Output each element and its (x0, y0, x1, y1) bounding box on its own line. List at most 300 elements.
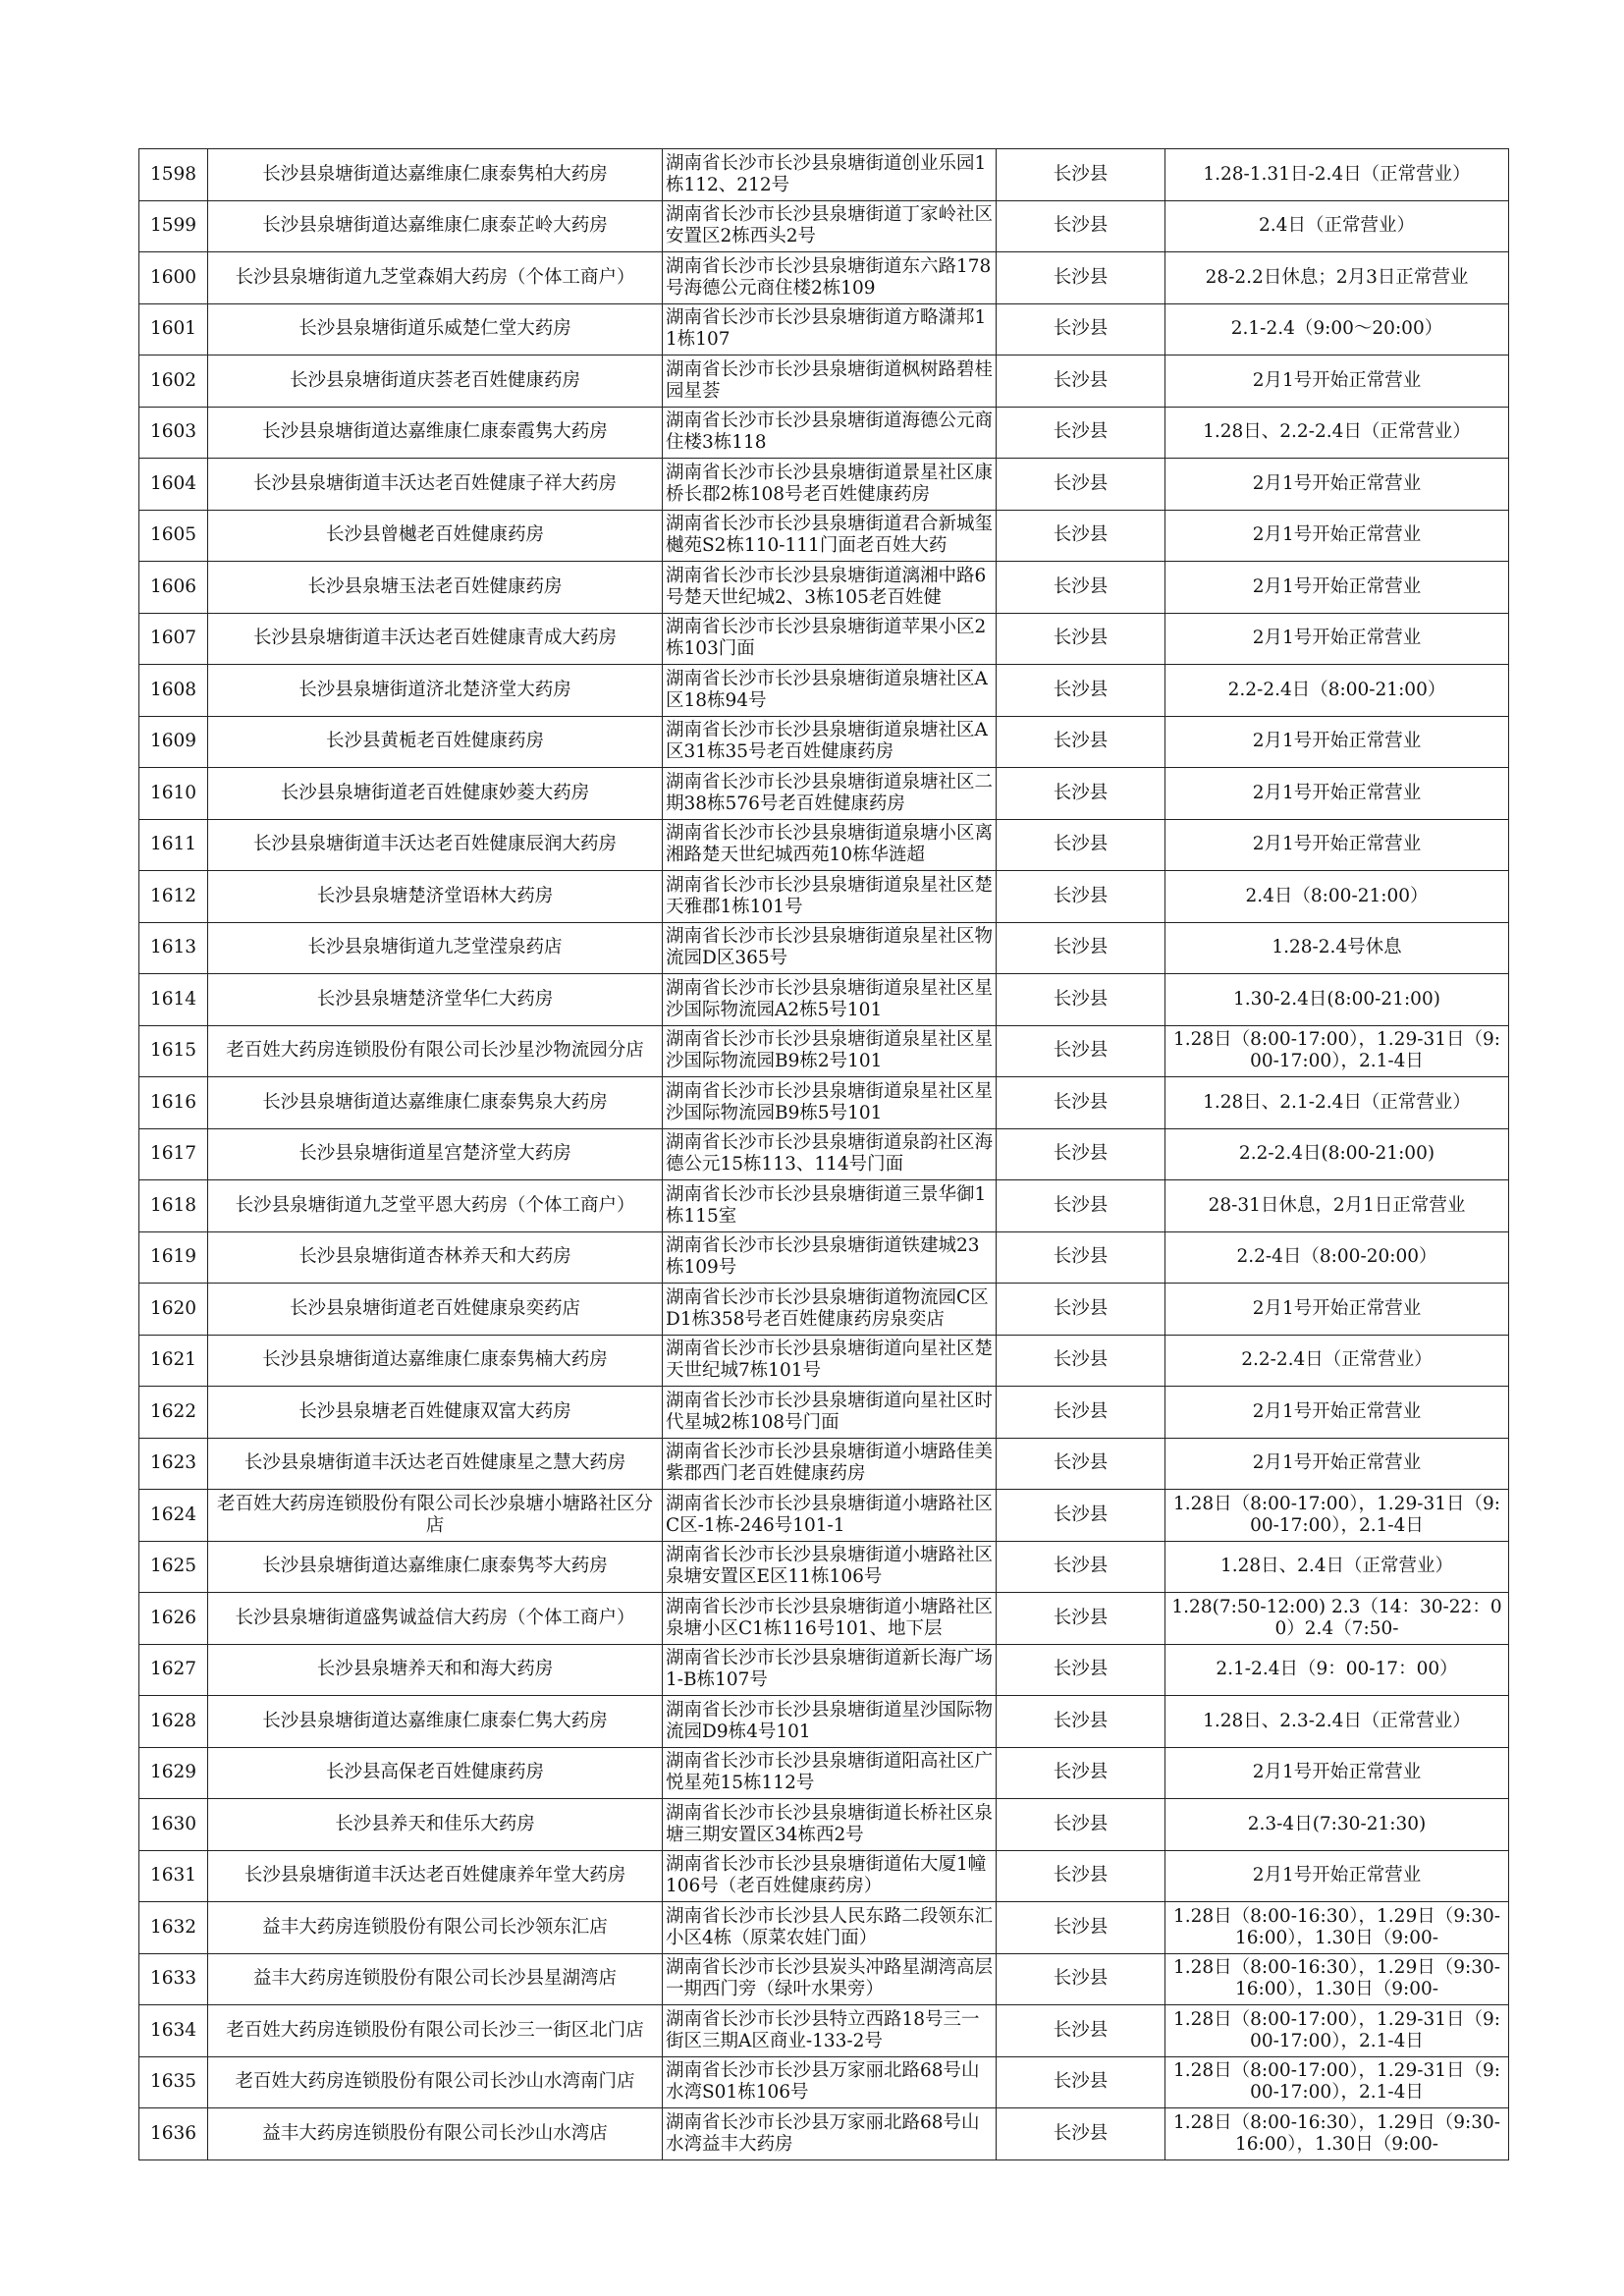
address-cell-text: 湖南省长沙市长沙县泉塘街道向星社区楚天世纪城7栋101号 (666, 1339, 993, 1382)
table-row (139, 1644, 1509, 1696)
pharmacy-name-cell-text: 长沙县黄栀老百姓健康药房 (325, 731, 544, 752)
county-cell (997, 768, 1165, 820)
county-cell (997, 1387, 1165, 1439)
business-hours-cell (1165, 1644, 1509, 1696)
county-cell-text: 长沙县 (1053, 1349, 1109, 1371)
address-cell-text: 湖南省长沙市长沙县泉塘街道三景华御1栋115室 (666, 1183, 987, 1227)
pharmacy-name-cell (208, 974, 663, 1026)
row-number-cell (139, 510, 208, 562)
row-number-cell (139, 1231, 208, 1284)
county-cell (997, 252, 1165, 304)
county-cell-text: 长沙县 (1053, 782, 1109, 803)
county-cell (997, 200, 1165, 252)
business-hours-cell (1165, 768, 1509, 820)
address-cell-text: 湖南省长沙市长沙县万家丽北路68号山水湾益丰大药房 (666, 2111, 980, 2155)
address-cell-text: 湖南省长沙市长沙县人民东路二段领东汇小区4栋（原菜农娃门面） (666, 1905, 993, 1948)
county-cell-text: 长沙县 (1053, 1400, 1109, 1422)
county-cell (997, 1438, 1165, 1490)
business-hours-cell-text: 2月1号开始正常营业 (1252, 472, 1422, 494)
row-number-cell-text: 1611 (149, 834, 197, 855)
address-cell (663, 665, 997, 717)
table-row (139, 355, 1509, 408)
row-number-cell-text: 1622 (149, 1400, 197, 1422)
business-hours-cell-text: 2.1-2.4日（9：00-17：00） (1216, 1659, 1458, 1680)
table-row (139, 871, 1509, 923)
business-hours-cell-text: 1.28日（8:00-16:30），1.29日（9:30-16:00），1.30日（9:00- (1172, 1905, 1501, 1948)
county-cell (997, 1128, 1165, 1180)
business-hours-cell-text: 1.28日、2.4日（正常营业） (1219, 1556, 1454, 1577)
row-number-cell (139, 200, 208, 252)
address-cell (663, 2005, 997, 2057)
county-cell (997, 1953, 1165, 2005)
row-number-cell-text: 1630 (149, 1813, 197, 1834)
county-cell-text: 长沙县 (1053, 1040, 1109, 1062)
pharmacy-name-cell-text: 长沙县泉塘街道九芝堂滢泉药店 (307, 937, 563, 958)
county-cell-text: 长沙县 (1053, 628, 1109, 649)
row-number-cell-text: 1608 (149, 679, 197, 700)
address-cell (663, 1902, 997, 1954)
county-cell (997, 355, 1165, 408)
county-cell (997, 716, 1165, 768)
pharmacy-name-cell-text: 长沙县泉塘街道九芝堂平恩大药房（个体工商户） (235, 1194, 635, 1216)
address-cell (663, 303, 997, 355)
address-cell (663, 1180, 997, 1232)
county-cell (997, 1644, 1165, 1696)
address-cell-text: 湖南省长沙市长沙县泉塘街道泉塘社区A区31栋35号老百姓健康药房 (666, 720, 988, 763)
address-cell-text: 湖南省长沙市长沙县泉塘街道海德公元商住楼3栋118 (666, 410, 993, 454)
address-cell (663, 2056, 997, 2108)
pharmacy-name-cell-text: 长沙县泉塘街道丰沃达老百姓健康星之慧大药房 (244, 1452, 626, 1474)
table-row (139, 1077, 1509, 1129)
pharmacy-name-cell-text: 老百姓大药房连锁股份有限公司长沙泉塘小塘路社区分店 (216, 1493, 653, 1536)
pharmacy-name-cell-text: 长沙县泉塘街道老百姓健康妙菱大药房 (280, 782, 590, 803)
county-cell (997, 149, 1165, 201)
row-number-cell (139, 1644, 208, 1696)
pharmacy-name-cell (208, 1284, 663, 1336)
business-hours-cell-text: 2月1号开始正常营业 (1252, 628, 1422, 649)
business-hours-cell-text: 2月1号开始正常营业 (1252, 782, 1422, 803)
row-number-cell-text: 1616 (149, 1091, 197, 1113)
business-hours-cell (1165, 1593, 1509, 1645)
business-hours-cell-text: 1.30-2.4日(8:00-21:00) (1233, 988, 1440, 1010)
address-cell-text: 湖南省长沙市长沙县泉塘街道泉星社区星沙国际物流园A2栋5号101 (666, 977, 993, 1020)
table-row (139, 1387, 1509, 1439)
business-hours-cell (1165, 2108, 1509, 2160)
row-number-cell (139, 149, 208, 201)
business-hours-cell (1165, 613, 1509, 665)
pharmacy-name-cell-text: 长沙县泉塘街道丰沃达老百姓健康辰润大药房 (252, 834, 617, 855)
address-cell (663, 1025, 997, 1077)
pharmacy-name-cell-text: 长沙县泉塘街道杏林养天和大药房 (298, 1246, 571, 1268)
address-cell (663, 1077, 997, 1129)
address-cell-text: 湖南省长沙市长沙县泉塘街道小塘路社区泉塘小区C1栋116号101、地下层 (666, 1596, 993, 1639)
row-number-cell (139, 1180, 208, 1232)
row-number-cell-text: 1636 (149, 2122, 197, 2144)
business-hours-cell (1165, 2005, 1509, 2057)
business-hours-cell (1165, 252, 1509, 304)
business-hours-cell-text: 2.2-2.4日（8:00-21:00） (1227, 679, 1446, 700)
pharmacy-name-cell (208, 1077, 663, 1129)
table-row (139, 2005, 1509, 2057)
address-cell-text: 湖南省长沙市长沙县泉塘街道泉星社区物流园D区365号 (666, 926, 993, 969)
pharmacy-name-cell-text: 长沙县泉塘街道达嘉维康仁康泰隽柏大药房 (262, 163, 608, 185)
county-cell-text: 长沙县 (1053, 472, 1109, 494)
pharmacy-name-cell (208, 1696, 663, 1748)
business-hours-cell (1165, 1438, 1509, 1490)
row-number-cell (139, 407, 208, 459)
pharmacy-name-cell-text: 长沙县泉塘街道盛隽诚益信大药房（个体工商户） (235, 1607, 635, 1628)
county-cell-text: 长沙县 (1053, 937, 1109, 958)
business-hours-cell-text: 1.28日（8:00-16:30），1.29日（9:30-16:00），1.30日（9:00- (1172, 2111, 1501, 2155)
row-number-cell (139, 1490, 208, 1542)
address-cell-text: 湖南省长沙市长沙县泉塘街道长桥社区泉塘三期安置区34栋西2号 (666, 1802, 993, 1845)
business-hours-cell-text: 1.28日（8:00-17:00），1.29-31日（9:00-17:00），2.1-4日 (1172, 2008, 1501, 2051)
county-cell-text: 长沙县 (1053, 524, 1109, 546)
pharmacy-name-cell-text: 长沙县泉塘街道济北楚济堂大药房 (298, 679, 571, 700)
business-hours-cell (1165, 1953, 1509, 2005)
pharmacy-name-cell (208, 303, 663, 355)
row-number-cell (139, 1696, 208, 1748)
pharmacy-name-cell (208, 613, 663, 665)
address-cell (663, 200, 997, 252)
row-number-cell-text: 1625 (149, 1556, 197, 1577)
pharmacy-name-cell (208, 2005, 663, 2057)
row-number-cell (139, 871, 208, 923)
pharmacy-name-cell (208, 1335, 663, 1387)
county-cell (997, 2005, 1165, 2057)
county-cell-text: 长沙县 (1053, 1607, 1109, 1628)
county-cell (997, 1077, 1165, 1129)
pharmacy-name-cell-text: 长沙县泉塘街道丰沃达老百姓健康青成大药房 (252, 628, 617, 649)
address-cell (663, 1747, 997, 1799)
county-cell-text: 长沙县 (1053, 885, 1109, 906)
address-cell (663, 1644, 997, 1696)
pharmacy-name-cell (208, 1387, 663, 1439)
address-cell (663, 1387, 997, 1439)
row-number-cell-text: 1609 (149, 731, 197, 752)
table-row (139, 200, 1509, 252)
pharmacy-name-cell-text: 益丰大药房连锁股份有限公司长沙县星湖湾店 (252, 1968, 617, 1990)
row-number-cell-text: 1615 (149, 1040, 197, 1062)
address-cell (663, 407, 997, 459)
business-hours-cell-text: 2月1号开始正常营业 (1252, 1762, 1422, 1783)
county-cell (997, 1180, 1165, 1232)
row-number-cell (139, 1284, 208, 1336)
row-number-cell (139, 974, 208, 1026)
address-cell-text: 湖南省长沙市长沙县泉塘街道铁建城23栋109号 (666, 1235, 980, 1279)
row-number-cell-text: 1604 (149, 472, 197, 494)
county-cell-text: 长沙县 (1053, 1659, 1109, 1680)
business-hours-cell (1165, 665, 1509, 717)
row-number-cell (139, 355, 208, 408)
table-row (139, 2056, 1509, 2108)
business-hours-cell-text: 1.28日（8:00-17:00），1.29-31日（9:00-17:00），2.1-4日 (1172, 1493, 1501, 1536)
county-cell-text: 长沙县 (1053, 318, 1109, 340)
row-number-cell-text: 1624 (149, 1503, 197, 1525)
pharmacy-name-cell-text: 长沙县泉塘街道丰沃达老百姓健康子祥大药房 (252, 472, 617, 494)
table-row (139, 303, 1509, 355)
county-cell-text: 长沙县 (1053, 2122, 1109, 2144)
pharmacy-name-cell-text: 长沙县泉塘街道达嘉维康仁康泰仁隽大药房 (262, 1710, 608, 1731)
county-cell-text: 长沙县 (1053, 1143, 1109, 1165)
row-number-cell (139, 819, 208, 871)
row-number-cell (139, 1902, 208, 1954)
county-cell-text: 长沙县 (1053, 1968, 1109, 1990)
county-cell-text: 长沙县 (1053, 421, 1109, 443)
table-row (139, 1284, 1509, 1336)
address-cell-text: 湖南省长沙市长沙县泉塘街道新长海广场1-B栋107号 (666, 1648, 993, 1691)
pharmacy-name-cell (208, 1025, 663, 1077)
county-cell-text: 长沙县 (1053, 1297, 1109, 1319)
pharmacy-name-cell-text: 老百姓大药房连锁股份有限公司长沙山水湾南门店 (235, 2071, 635, 2093)
address-cell-text: 湖南省长沙市长沙县泉塘街道佑大厦1幢106号（老百姓健康药房） (666, 1854, 987, 1897)
row-number-cell-text: 1610 (149, 782, 197, 803)
pharmacy-name-cell-text: 长沙县泉塘街道达嘉维康仁康泰芷岭大药房 (262, 215, 608, 237)
table-row (139, 149, 1509, 201)
address-cell (663, 510, 997, 562)
row-number-cell (139, 716, 208, 768)
row-number-cell (139, 252, 208, 304)
county-cell-text: 长沙县 (1053, 369, 1109, 391)
pharmacy-name-cell (208, 510, 663, 562)
table-row (139, 1953, 1509, 2005)
address-cell-text: 湖南省长沙市长沙县泉塘街道方略潇邦11栋107 (666, 307, 987, 351)
pharmacy-name-cell-text: 长沙县泉塘街道丰沃达老百姓健康养年堂大药房 (244, 1865, 626, 1886)
county-cell (997, 1284, 1165, 1336)
business-hours-cell (1165, 149, 1509, 201)
county-cell-text: 长沙县 (1053, 1194, 1109, 1216)
address-cell-text: 湖南省长沙市长沙县泉塘街道泉星社区星沙国际物流园B9栋5号101 (666, 1080, 993, 1123)
county-cell (997, 1799, 1165, 1851)
address-cell-text: 湖南省长沙市长沙县泉塘街道苹果小区2栋103门面 (666, 617, 987, 660)
county-cell (997, 613, 1165, 665)
row-number-cell (139, 1593, 208, 1645)
row-number-cell (139, 1335, 208, 1387)
address-cell (663, 871, 997, 923)
business-hours-cell (1165, 1490, 1509, 1542)
row-number-cell (139, 459, 208, 511)
row-number-cell-text: 1629 (149, 1762, 197, 1783)
pharmacy-name-cell-text: 长沙县泉塘街道达嘉维康仁康泰隽楠大药房 (262, 1349, 608, 1371)
pharmacy-name-cell-text: 长沙县曾樾老百姓健康药房 (325, 524, 544, 546)
business-hours-cell (1165, 1799, 1509, 1851)
business-hours-cell-text: 1.28日、2.2-2.4日（正常营业） (1203, 421, 1471, 443)
business-hours-cell (1165, 1128, 1509, 1180)
county-cell-text: 长沙县 (1053, 1452, 1109, 1474)
row-number-cell (139, 1799, 208, 1851)
county-cell-text: 长沙县 (1053, 834, 1109, 855)
business-hours-cell-text: 2月1号开始正常营业 (1252, 1452, 1422, 1474)
pharmacy-name-cell (208, 459, 663, 511)
business-hours-cell (1165, 1180, 1509, 1232)
county-cell (997, 510, 1165, 562)
table-row (139, 510, 1509, 562)
row-number-cell (139, 562, 208, 614)
county-cell-text: 长沙县 (1053, 1710, 1109, 1731)
business-hours-cell (1165, 562, 1509, 614)
row-number-cell-text: 1599 (149, 215, 197, 237)
business-hours-cell (1165, 1335, 1509, 1387)
row-number-cell-text: 1613 (149, 937, 197, 958)
county-cell-text: 长沙县 (1053, 2019, 1109, 2041)
business-hours-cell (1165, 922, 1509, 974)
business-hours-cell-text: 1.28-2.4号休息 (1272, 937, 1402, 958)
pharmacy-name-cell (208, 1644, 663, 1696)
address-cell-text: 湖南省长沙市长沙县泉塘街道漓湘中路6号楚天世纪城2、3栋105老百姓健 (666, 565, 987, 608)
pharmacy-name-cell-text: 长沙县泉塘街道乐威楚仁堂大药房 (298, 318, 571, 340)
row-number-cell (139, 2005, 208, 2057)
row-number-cell (139, 1850, 208, 1902)
row-number-cell-text: 1600 (149, 266, 197, 288)
county-cell-text: 长沙县 (1053, 1556, 1109, 1577)
pharmacy-table-body (139, 149, 1509, 2160)
county-cell-text: 长沙县 (1053, 266, 1109, 288)
address-cell (663, 562, 997, 614)
pharmacy-name-cell-text: 长沙县泉塘街道九芝堂森娟大药房（个体工商户） (235, 266, 635, 288)
county-cell (997, 819, 1165, 871)
row-number-cell-text: 1628 (149, 1710, 197, 1731)
row-number-cell-text: 1633 (149, 1968, 197, 1990)
county-cell (997, 2108, 1165, 2160)
address-cell (663, 1593, 997, 1645)
address-cell (663, 459, 997, 511)
business-hours-cell-text: 28-31日休息，2月1日正常营业 (1208, 1194, 1466, 1216)
pharmacy-name-cell (208, 1747, 663, 1799)
pharmacy-name-cell-text: 长沙县高保老百姓健康药房 (325, 1762, 544, 1783)
row-number-cell-text: 1623 (149, 1452, 197, 1474)
pharmacy-name-cell (208, 1490, 663, 1542)
address-cell (663, 1128, 997, 1180)
table-row (139, 1541, 1509, 1593)
address-cell (663, 252, 997, 304)
address-cell (663, 1696, 997, 1748)
county-cell-text: 长沙县 (1053, 988, 1109, 1010)
table-row (139, 922, 1509, 974)
business-hours-cell-text: 1.28日（8:00-17:00），1.29-31日（9:00-17:00），2.1-4日 (1172, 2060, 1501, 2104)
row-number-cell-text: 1606 (149, 575, 197, 597)
row-number-cell (139, 665, 208, 717)
county-cell-text: 长沙县 (1053, 1091, 1109, 1113)
table-row (139, 1850, 1509, 1902)
row-number-cell-text: 1635 (149, 2071, 197, 2093)
address-cell (663, 974, 997, 1026)
address-cell-text: 湖南省长沙市长沙县泉塘街道向星社区时代星城2栋108号门面 (666, 1390, 993, 1433)
business-hours-cell (1165, 1696, 1509, 1748)
county-cell-text: 长沙县 (1053, 1865, 1109, 1886)
county-cell (997, 562, 1165, 614)
row-number-cell-text: 1634 (149, 2019, 197, 2041)
address-cell (663, 1231, 997, 1284)
business-hours-cell (1165, 1747, 1509, 1799)
business-hours-cell (1165, 200, 1509, 252)
county-cell-text: 长沙县 (1053, 1916, 1109, 1938)
row-number-cell-text: 1607 (149, 628, 197, 649)
pharmacy-name-cell (208, 1128, 663, 1180)
pharmacy-name-cell-text: 长沙县泉塘街道达嘉维康仁康泰霞隽大药房 (262, 421, 608, 443)
business-hours-cell-text: 2月1号开始正常营业 (1252, 731, 1422, 752)
row-number-cell (139, 922, 208, 974)
county-cell-text: 长沙县 (1053, 163, 1109, 185)
address-cell-text: 湖南省长沙市长沙县泉塘街道物流园C区D1栋358号老百姓健康药房泉奕店 (666, 1286, 989, 1330)
business-hours-cell (1165, 1387, 1509, 1439)
row-number-cell-text: 1618 (149, 1194, 197, 1216)
pharmacy-name-cell-text: 长沙县泉塘街道达嘉维康仁康泰隽芩大药房 (262, 1556, 608, 1577)
county-cell (997, 2056, 1165, 2108)
row-number-cell-text: 1598 (149, 163, 197, 185)
pharmacy-name-cell (208, 871, 663, 923)
county-cell (997, 1231, 1165, 1284)
business-hours-cell (1165, 819, 1509, 871)
county-cell (997, 1490, 1165, 1542)
row-number-cell-text: 1614 (149, 988, 197, 1010)
pharmacy-name-cell-text: 益丰大药房连锁股份有限公司长沙山水湾店 (262, 2122, 608, 2144)
table-row (139, 1747, 1509, 1799)
pharmacy-name-cell (208, 562, 663, 614)
table-row (139, 819, 1509, 871)
business-hours-cell (1165, 459, 1509, 511)
row-number-cell-text: 1632 (149, 1916, 197, 1938)
pharmacy-name-cell (208, 1902, 663, 1954)
table-row (139, 2108, 1509, 2160)
address-cell (663, 149, 997, 201)
county-cell-text: 长沙县 (1053, 215, 1109, 237)
county-cell (997, 407, 1165, 459)
county-cell (997, 1696, 1165, 1748)
address-cell (663, 1850, 997, 1902)
row-number-cell (139, 1541, 208, 1593)
row-number-cell (139, 1387, 208, 1439)
row-number-cell (139, 613, 208, 665)
address-cell (663, 1335, 997, 1387)
business-hours-cell (1165, 1284, 1509, 1336)
row-number-cell-text: 1612 (149, 885, 197, 906)
business-hours-cell (1165, 2056, 1509, 2108)
pharmacy-name-cell-text: 长沙县泉塘街道星宫楚济堂大药房 (298, 1143, 571, 1165)
table-row (139, 1438, 1509, 1490)
pharmacy-name-cell-text: 长沙县泉塘楚济堂华仁大药房 (316, 988, 554, 1010)
table-row (139, 665, 1509, 717)
table-row (139, 1335, 1509, 1387)
row-number-cell-text: 1620 (149, 1297, 197, 1319)
pharmacy-name-cell-text: 长沙县养天和佳乐大药房 (335, 1813, 535, 1834)
address-cell-text: 湖南省长沙市长沙县泉塘街道泉塘小区离湘路楚天世纪城西苑10栋华涟超 (666, 823, 993, 866)
address-cell-text: 湖南省长沙市长沙县泉塘街道君合新城玺樾苑S2栋110-111门面老百姓大药 (666, 514, 993, 557)
pharmacy-name-cell-text: 益丰大药房连锁股份有限公司长沙领东汇店 (262, 1916, 608, 1938)
row-number-cell-text: 1617 (149, 1143, 197, 1165)
address-cell-text: 湖南省长沙市长沙县泉塘街道泉塘社区二期38栋576号老百姓健康药房 (666, 771, 993, 814)
pharmacy-name-cell (208, 2056, 663, 2108)
address-cell-text: 湖南省长沙市长沙县泉塘街道泉韵社区海德公元15栋113、114号门面 (666, 1132, 993, 1175)
table-row (139, 1593, 1509, 1645)
address-cell (663, 716, 997, 768)
pharmacy-name-cell (208, 1438, 663, 1490)
address-cell (663, 768, 997, 820)
county-cell-text: 长沙县 (1053, 731, 1109, 752)
row-number-cell (139, 2056, 208, 2108)
county-cell (997, 871, 1165, 923)
address-cell-text: 湖南省长沙市长沙县泉塘街道小塘路佳美紫郡西门老百姓健康药房 (666, 1442, 993, 1485)
address-cell (663, 2108, 997, 2160)
business-hours-cell-text: 2月1号开始正常营业 (1252, 1297, 1422, 1319)
address-cell-text: 湖南省长沙市长沙县泉塘街道丁家岭社区安置区2栋西头2号 (666, 204, 993, 247)
pharmacy-name-cell (208, 819, 663, 871)
table-row (139, 1025, 1509, 1077)
business-hours-cell-text: 1.28日（8:00-17:00），1.29-31日（9:00-17:00），2.1-4日 (1172, 1029, 1501, 1072)
business-hours-cell-text: 2.3-4日(7:30-21:30) (1247, 1813, 1427, 1834)
business-hours-cell-text: 2.1-2.4（9:00～20:00） (1230, 318, 1443, 340)
pharmacy-name-cell-text: 老百姓大药房连锁股份有限公司长沙星沙物流园分店 (226, 1040, 644, 1062)
county-cell (997, 1541, 1165, 1593)
